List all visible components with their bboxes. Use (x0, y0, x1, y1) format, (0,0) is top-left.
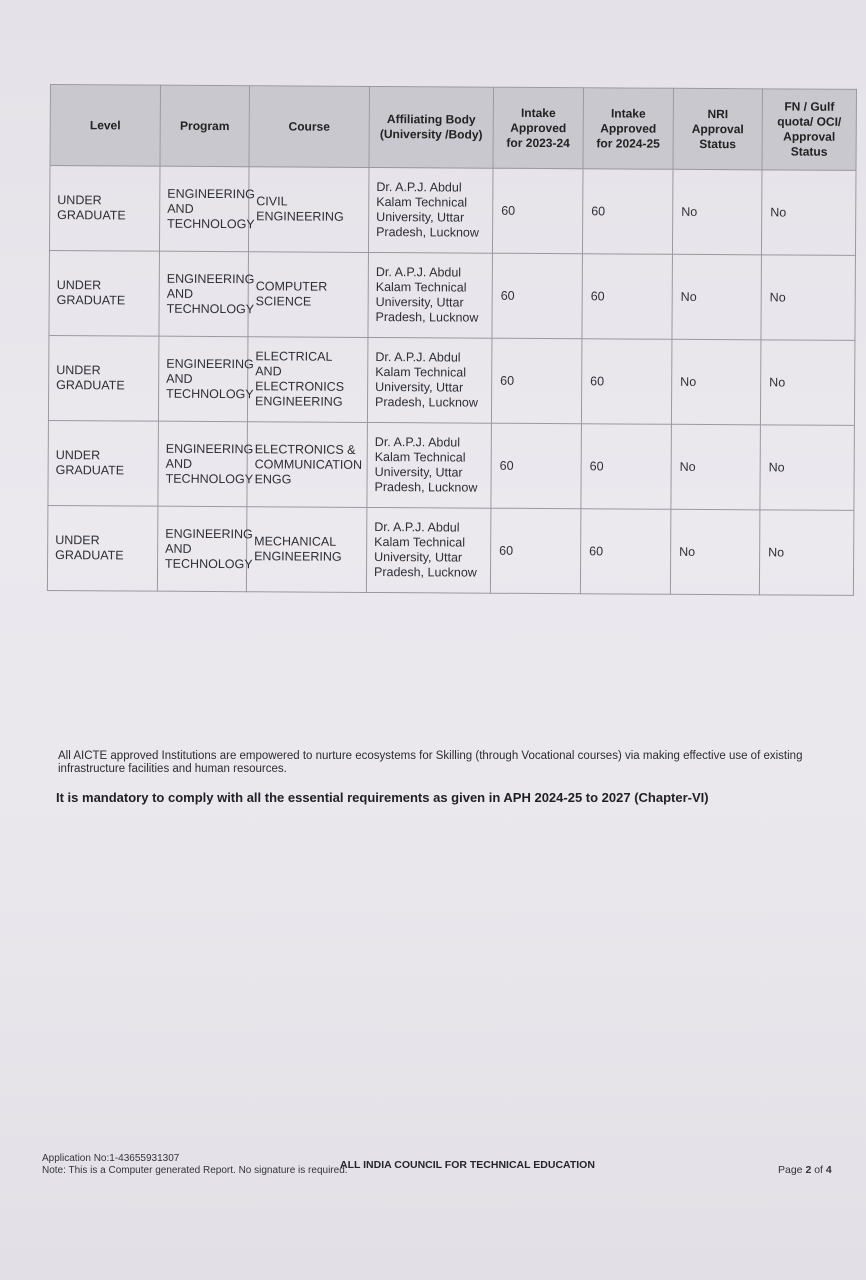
approval-table (47, 84, 857, 596)
cell-fn-status: No (760, 425, 855, 511)
cell-level: UNDER GRADUATE (48, 335, 159, 421)
cell-nri-status: No (671, 424, 761, 510)
cell-intake-2023-24: 60 (492, 168, 583, 254)
cell-intake-2023-24: 60 (491, 423, 582, 509)
application-footer (42, 1153, 348, 1177)
header-intake-2024-25: Intake Approved for 2024-25 (583, 88, 673, 170)
header-nri-status: NRI Approval Status (673, 88, 762, 170)
cell-fn-status: No (761, 170, 856, 256)
header-course: Course (249, 86, 369, 168)
page-prefix: Page (778, 1164, 803, 1176)
cell-course: COMPUTER SCIENCE (248, 252, 369, 338)
table-row (49, 250, 856, 340)
council-name: ALL INDIA COUNCIL FOR TECHNICAL EDUCATION (340, 1159, 595, 1171)
cell-fn-status: No (760, 340, 855, 426)
cell-nri-status: No (672, 169, 762, 255)
page-current: 2 (805, 1164, 812, 1176)
cell-intake-2024-25: 60 (580, 509, 671, 595)
table-row (49, 166, 856, 256)
cell-intake-2023-24: 60 (492, 253, 583, 339)
page-of: of (814, 1164, 823, 1176)
cell-level: UNDER GRADUATE (47, 505, 158, 591)
cell-program: ENGINEERING AND TECHNOLOGY (157, 506, 247, 592)
page-total: 4 (825, 1164, 832, 1176)
cell-intake-2023-24: 60 (491, 338, 582, 424)
header-program: Program (160, 85, 249, 167)
cell-course: MECHANICAL ENGINEERING (246, 507, 367, 593)
skilling-note: All AICTE approved Institutions are empowered to nurture ecosystems for Skilling (through Vocational courses) via making effective use of existing infrastructure facilities and human resources. (58, 750, 803, 775)
cell-affiliating-body: Dr. A.P.J. Abdul Kalam Technical University, Uttar Pradesh, Lucknow (367, 337, 492, 423)
cell-course: ELECTRICAL AND ELECTRONICS ENGINEERING (247, 337, 368, 423)
cell-nri-status: No (672, 254, 762, 340)
header-level: Level (50, 85, 160, 167)
approval-table-container (47, 84, 856, 596)
cell-nri-status: No (671, 339, 761, 425)
table-row (47, 505, 854, 595)
cell-fn-status: No (761, 255, 856, 341)
cell-fn-status: No (759, 510, 854, 596)
cell-intake-2024-25: 60 (582, 254, 673, 340)
table-row (48, 420, 855, 510)
cell-intake-2024-25: 60 (581, 424, 672, 510)
cell-level: UNDER GRADUATE (49, 166, 160, 252)
header-fn-gulf-oci-status: FN / Gulf quota/ OCI/ Approval Status (762, 89, 856, 171)
cell-affiliating-body: Dr. A.P.J. Abdul Kalam Technical University, Uttar Pradesh, Lucknow (367, 422, 492, 508)
application-number: Application No:1-43655931307 (42, 1153, 180, 1164)
computer-generated-note: Note: This is a Computer generated Report. No signature is required. (42, 1165, 348, 1176)
cell-program: ENGINEERING AND TECHNOLOGY (158, 336, 248, 422)
table-row (48, 335, 855, 425)
table-header-row (50, 85, 856, 171)
cell-nri-status: No (670, 509, 760, 595)
mandatory-compliance-note: It is mandatory to comply with all the essential requirements as given in APH 2024-25 to 2027 (Chapter-VI) (56, 790, 709, 805)
cell-affiliating-body: Dr. A.P.J. Abdul Kalam Technical University, Uttar Pradesh, Lucknow (368, 167, 493, 253)
cell-intake-2023-24: 60 (490, 508, 581, 594)
cell-course: CIVIL ENGINEERING (248, 167, 369, 253)
cell-program: ENGINEERING AND TECHNOLOGY (159, 166, 249, 252)
cell-program: ENGINEERING AND TECHNOLOGY (158, 421, 248, 507)
cell-level: UNDER GRADUATE (48, 420, 159, 506)
cell-program: ENGINEERING AND TECHNOLOGY (159, 251, 249, 337)
cell-affiliating-body: Dr. A.P.J. Abdul Kalam Technical University, Uttar Pradesh, Lucknow (368, 252, 493, 338)
cell-intake-2024-25: 60 (581, 339, 672, 425)
cell-intake-2024-25: 60 (582, 169, 673, 255)
page-number (778, 1164, 832, 1176)
cell-course: ELECTRONICS & COMMUNICATION ENGG (247, 422, 368, 508)
header-intake-2023-24: Intake Approved for 2023-24 (493, 87, 583, 169)
header-affiliating-body: Affiliating Body (University /Body) (369, 86, 493, 168)
cell-affiliating-body: Dr. A.P.J. Abdul Kalam Technical University, Uttar Pradesh, Lucknow (366, 507, 491, 593)
cell-level: UNDER GRADUATE (49, 250, 160, 336)
